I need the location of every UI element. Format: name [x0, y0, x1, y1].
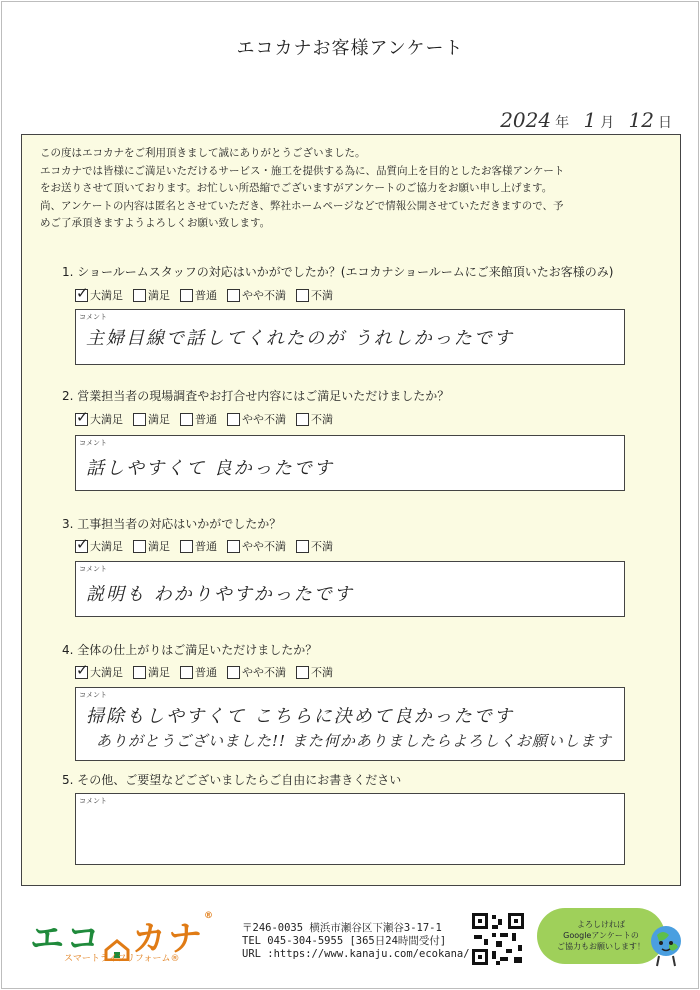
option-q1-3[interactable] — [227, 287, 286, 303]
option-label: 不満 — [311, 540, 333, 553]
checkbox-icon[interactable] — [227, 666, 240, 679]
checkbox-icon[interactable] — [180, 666, 193, 679]
checkbox-icon[interactable] — [133, 413, 146, 426]
checkbox-icon[interactable] — [75, 540, 88, 553]
options-q3 — [75, 538, 343, 554]
option-label: 不満 — [311, 666, 333, 679]
option-q1-4[interactable] — [296, 287, 333, 303]
checkbox-icon[interactable] — [227, 540, 240, 553]
option-label: 満足 — [148, 289, 170, 302]
checkbox-icon[interactable] — [75, 289, 88, 302]
date-day: 12 — [628, 108, 654, 132]
checkbox-icon[interactable] — [296, 666, 309, 679]
options-q2 — [75, 411, 343, 427]
option-q1-0[interactable] — [75, 287, 123, 303]
checkbox-icon[interactable] — [180, 289, 193, 302]
logo-tagline: スマートライフリフォーム® — [64, 954, 180, 964]
option-label: 普通 — [195, 413, 217, 426]
question-4: 4. 全体の仕上がりはご満足いただけましたか？ — [62, 643, 318, 657]
survey-date: 2024 年 1 月 12 日 — [500, 108, 672, 132]
option-q2-2[interactable] — [180, 411, 217, 427]
option-label: 満足 — [148, 666, 170, 679]
option-q4-2[interactable] — [180, 664, 217, 680]
option-label: 大満足 — [90, 666, 123, 679]
option-q3-3[interactable] — [227, 538, 286, 554]
date-month: 1 — [583, 108, 597, 132]
date-year: 2024 — [500, 108, 552, 132]
checkbox-icon[interactable] — [75, 666, 88, 679]
checkbox-icon[interactable] — [75, 413, 88, 426]
comment-box-q3[interactable]: コメント 説明も わかりやすかったです — [75, 561, 625, 617]
option-label: やや不満 — [242, 666, 286, 679]
option-label: やや不満 — [242, 540, 286, 553]
checkbox-icon[interactable] — [133, 666, 146, 679]
options-q4 — [75, 664, 343, 680]
option-label: 不満 — [311, 289, 333, 302]
checkbox-icon[interactable] — [180, 413, 193, 426]
question-3: 3. 工事担当者の対応はいかがでしたか？ — [62, 517, 282, 531]
option-q2-4[interactable] — [296, 411, 333, 427]
question-2: 2. 営業担当者の現場調査やお打合せ内容にはご満足いただけましたか？ — [62, 389, 450, 403]
option-label: やや不満 — [242, 413, 286, 426]
comment-q4-line2: ありがとうございました!! また何かありましたらよろしくお願いします — [96, 732, 612, 750]
option-q3-0[interactable] — [75, 538, 123, 554]
checkbox-icon[interactable] — [296, 413, 309, 426]
intro-text: この度はエコカナをご利用頂きまして誠にありがとうございました。 エコカナでは皆様にご満足いただけるサービス・施工を提供する為に、品質向上を目的としたお客様アンケート をお送りさせて頂いております。お忙しい所恐縮でございますがアンケートのご協力をお願い申し上げます。 尚、アンケートの内容は匿名とさせていただき、弊社ホームページなどで情報公開させていただきますので、予 めご了承頂きますようよろしくお願い致します。 — [40, 147, 565, 229]
option-q2-0[interactable] — [75, 411, 123, 427]
checkbox-icon[interactable] — [133, 540, 146, 553]
checkbox-icon[interactable] — [296, 540, 309, 553]
website-url[interactable]: URL :https://www.kanaju.com/ecokana/ — [242, 948, 470, 960]
option-q3-2[interactable] — [180, 538, 217, 554]
option-q3-4[interactable] — [296, 538, 333, 554]
comment-q4-line1: 掃除もしやすくて こちらに決めて良かったです — [86, 706, 514, 727]
google-survey-bubble: よろしければ Googleアンケートの ご協力もお願いします！ — [537, 908, 665, 964]
comment-box-q2[interactable]: コメント 話しやすくて 良かったです — [75, 435, 625, 491]
postal-address: 〒246-0035 横浜市瀬谷区下瀬谷3-17-1 — [242, 922, 442, 934]
comment-box-q4[interactable]: コメント 掃除もしやすくて こちらに決めて良かったです ありがとうございました!! また何かありましたらよろしくお願いします — [75, 687, 625, 761]
option-label: 大満足 — [90, 540, 123, 553]
checkbox-icon[interactable] — [227, 289, 240, 302]
qr-code-icon[interactable] — [470, 911, 526, 967]
option-q2-1[interactable] — [133, 411, 170, 427]
option-q4-4[interactable] — [296, 664, 333, 680]
company-address-block — [242, 922, 470, 961]
option-label: 普通 — [195, 540, 217, 553]
option-q1-1[interactable] — [133, 287, 170, 303]
option-label: 大満足 — [90, 413, 123, 426]
page-title: エコカナお客様アンケート — [236, 38, 464, 59]
comment-q1-line1: 主婦目線で話してくれたのが うれしかったです — [86, 328, 514, 349]
option-label: 不満 — [311, 413, 333, 426]
question-5: 5. その他、ご要望などございましたらご自由にお書きください — [62, 773, 402, 787]
options-q1 — [75, 287, 343, 303]
comment-box-q5[interactable]: コメント — [75, 793, 625, 865]
option-q1-2[interactable] — [180, 287, 217, 303]
option-label: 大満足 — [90, 289, 123, 302]
comment-box-q1[interactable]: コメント 主婦目線で話してくれたのが うれしかったです — [75, 309, 625, 365]
option-q3-1[interactable] — [133, 538, 170, 554]
option-label: 満足 — [148, 540, 170, 553]
option-q4-3[interactable] — [227, 664, 286, 680]
comment-q3-line1: 説明も わかりやすかったです — [86, 584, 354, 605]
ecokana-logo: エコ カナ® — [30, 911, 215, 959]
option-label: 満足 — [148, 413, 170, 426]
option-label: 普通 — [195, 289, 217, 302]
option-label: やや不満 — [242, 289, 286, 302]
checkbox-icon[interactable] — [180, 540, 193, 553]
earth-mascot-icon — [645, 919, 687, 969]
checkbox-icon[interactable] — [133, 289, 146, 302]
comment-q2-line1: 話しやすくて 良かったです — [86, 458, 334, 479]
checkbox-icon[interactable] — [296, 289, 309, 302]
footer — [0, 905, 700, 975]
option-q2-3[interactable] — [227, 411, 286, 427]
phone-number: TEL 045-304-5955 [365日24時間受付] — [242, 935, 447, 947]
option-label: 普通 — [195, 666, 217, 679]
checkbox-icon[interactable] — [227, 413, 240, 426]
house-icon — [104, 930, 130, 952]
question-1: 1. ショールームスタッフの対応はいかがでしたか？(エコカナショールームにご来館頂いたお客様のみ) — [62, 265, 614, 279]
option-q4-1[interactable] — [133, 664, 170, 680]
survey-panel — [21, 134, 681, 886]
option-q4-0[interactable] — [75, 664, 123, 680]
